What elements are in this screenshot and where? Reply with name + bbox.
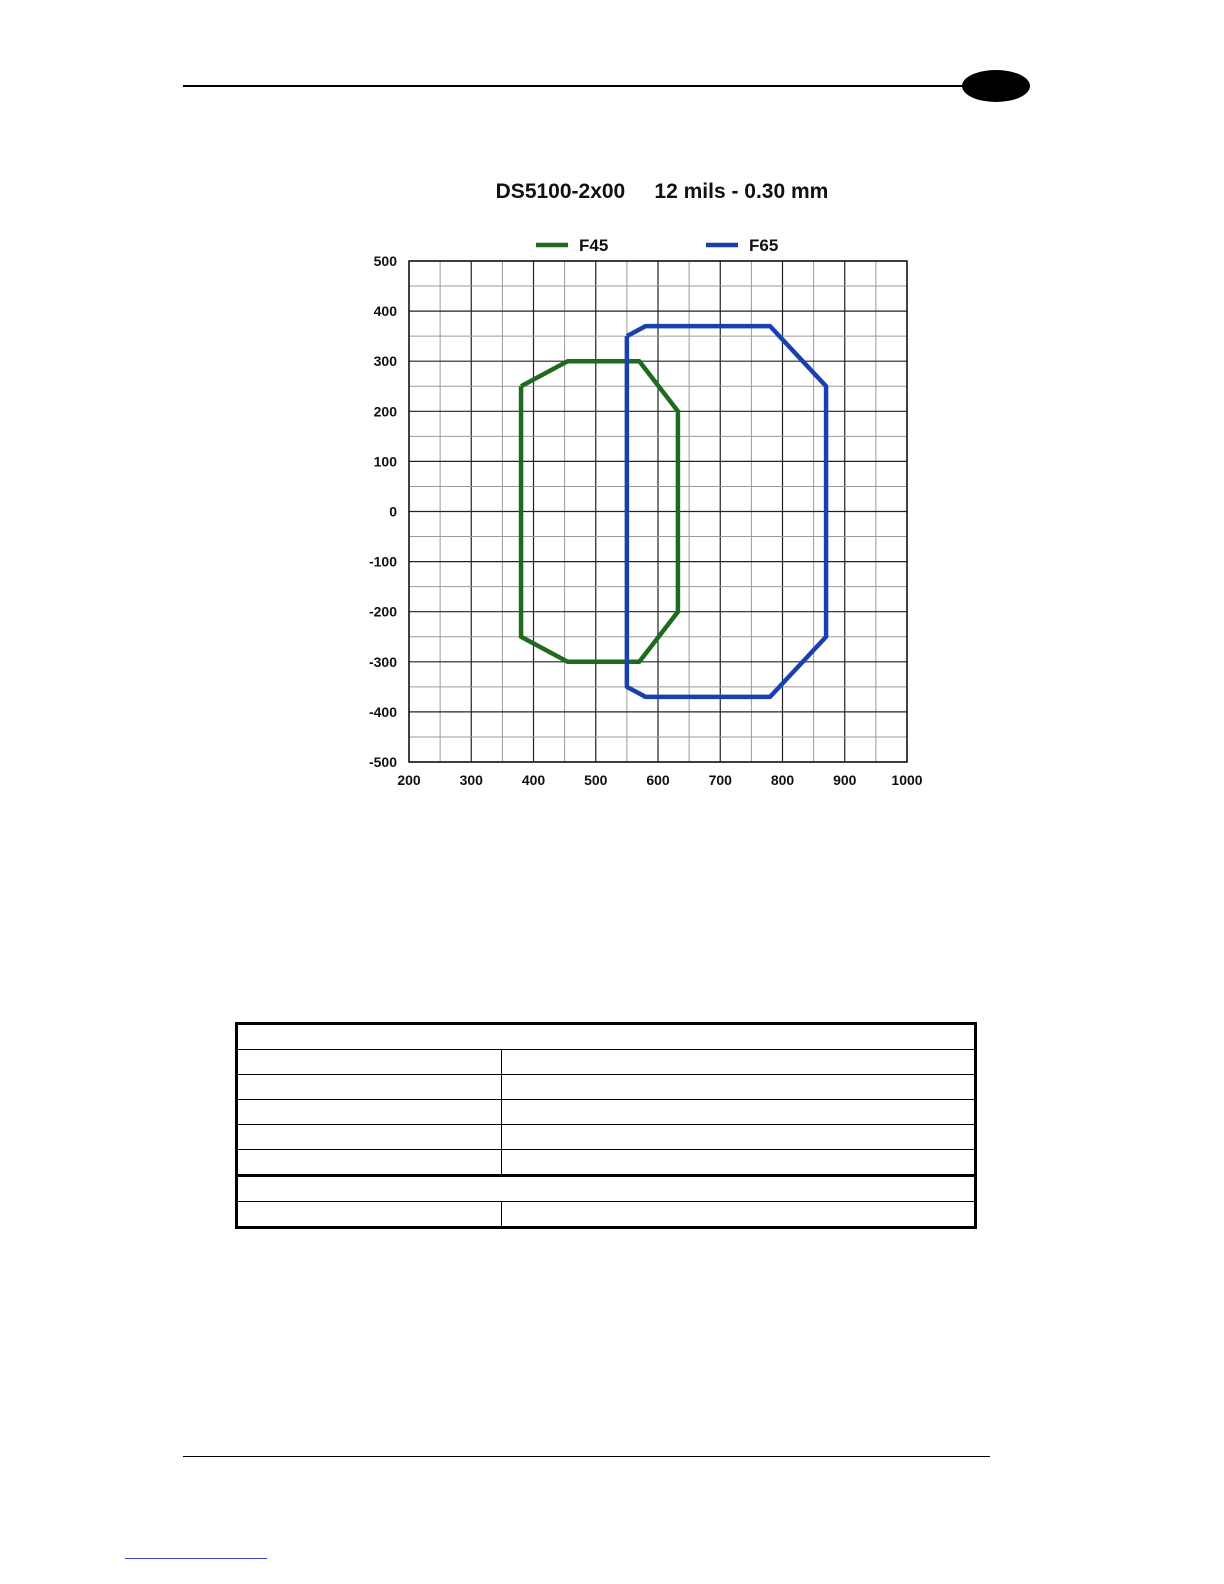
x-tick-label: 300 xyxy=(459,772,483,788)
table-cell xyxy=(502,1100,976,1125)
table-cell xyxy=(502,1125,976,1150)
x-tick-label: 800 xyxy=(770,772,795,788)
table-row xyxy=(237,1150,976,1176)
x-axis-ticks xyxy=(397,772,922,788)
y-axis-ticks xyxy=(369,253,397,770)
spec-table xyxy=(235,1022,977,1229)
table-row xyxy=(237,1202,976,1228)
chart-grid xyxy=(409,261,907,762)
x-tick-label: 900 xyxy=(833,772,857,788)
x-tick-label: 700 xyxy=(708,772,732,788)
legend-label-f65: F65 xyxy=(749,236,779,255)
table-cell xyxy=(502,1202,976,1228)
y-tick-label: -400 xyxy=(368,703,397,720)
legend-label-f45: F45 xyxy=(579,236,609,255)
footer-link-underline xyxy=(125,1558,267,1559)
table-cell xyxy=(237,1202,502,1228)
table-cell xyxy=(237,1125,502,1150)
y-tick-label: -500 xyxy=(368,754,397,770)
table-cell xyxy=(502,1150,976,1176)
chart-legend xyxy=(536,236,778,255)
table-cell xyxy=(502,1050,976,1075)
table-cell xyxy=(237,1024,976,1050)
y-tick-label: -300 xyxy=(368,653,397,670)
table-row xyxy=(237,1075,976,1100)
y-tick-label: -200 xyxy=(368,603,397,620)
table-row xyxy=(237,1176,976,1202)
table-cell xyxy=(237,1075,502,1100)
y-tick-label: 400 xyxy=(373,303,397,320)
table-cell xyxy=(502,1075,976,1100)
table-row xyxy=(237,1024,976,1050)
table-cell xyxy=(237,1100,502,1125)
footer-rule xyxy=(183,1456,990,1457)
x-tick-label: 200 xyxy=(397,772,421,788)
table-cell xyxy=(237,1050,502,1075)
y-tick-label: -100 xyxy=(368,553,397,570)
y-tick-label: 300 xyxy=(373,353,397,370)
table-row xyxy=(237,1125,976,1150)
y-tick-label: 500 xyxy=(373,253,397,269)
y-tick-label: 100 xyxy=(373,453,397,470)
x-tick-label: 1000 xyxy=(891,772,923,788)
x-tick-label: 500 xyxy=(584,772,608,788)
table-cell xyxy=(237,1150,502,1176)
x-tick-label: 400 xyxy=(521,772,546,788)
y-tick-label: 200 xyxy=(373,403,397,420)
y-tick-label: 0 xyxy=(389,503,397,520)
table-row xyxy=(237,1050,976,1075)
table-cell xyxy=(237,1176,976,1202)
x-tick-label: 600 xyxy=(646,772,670,788)
table-row xyxy=(237,1100,976,1125)
chart-title: DS5100-2x00 12 mils - 0.30 mm xyxy=(495,180,829,203)
